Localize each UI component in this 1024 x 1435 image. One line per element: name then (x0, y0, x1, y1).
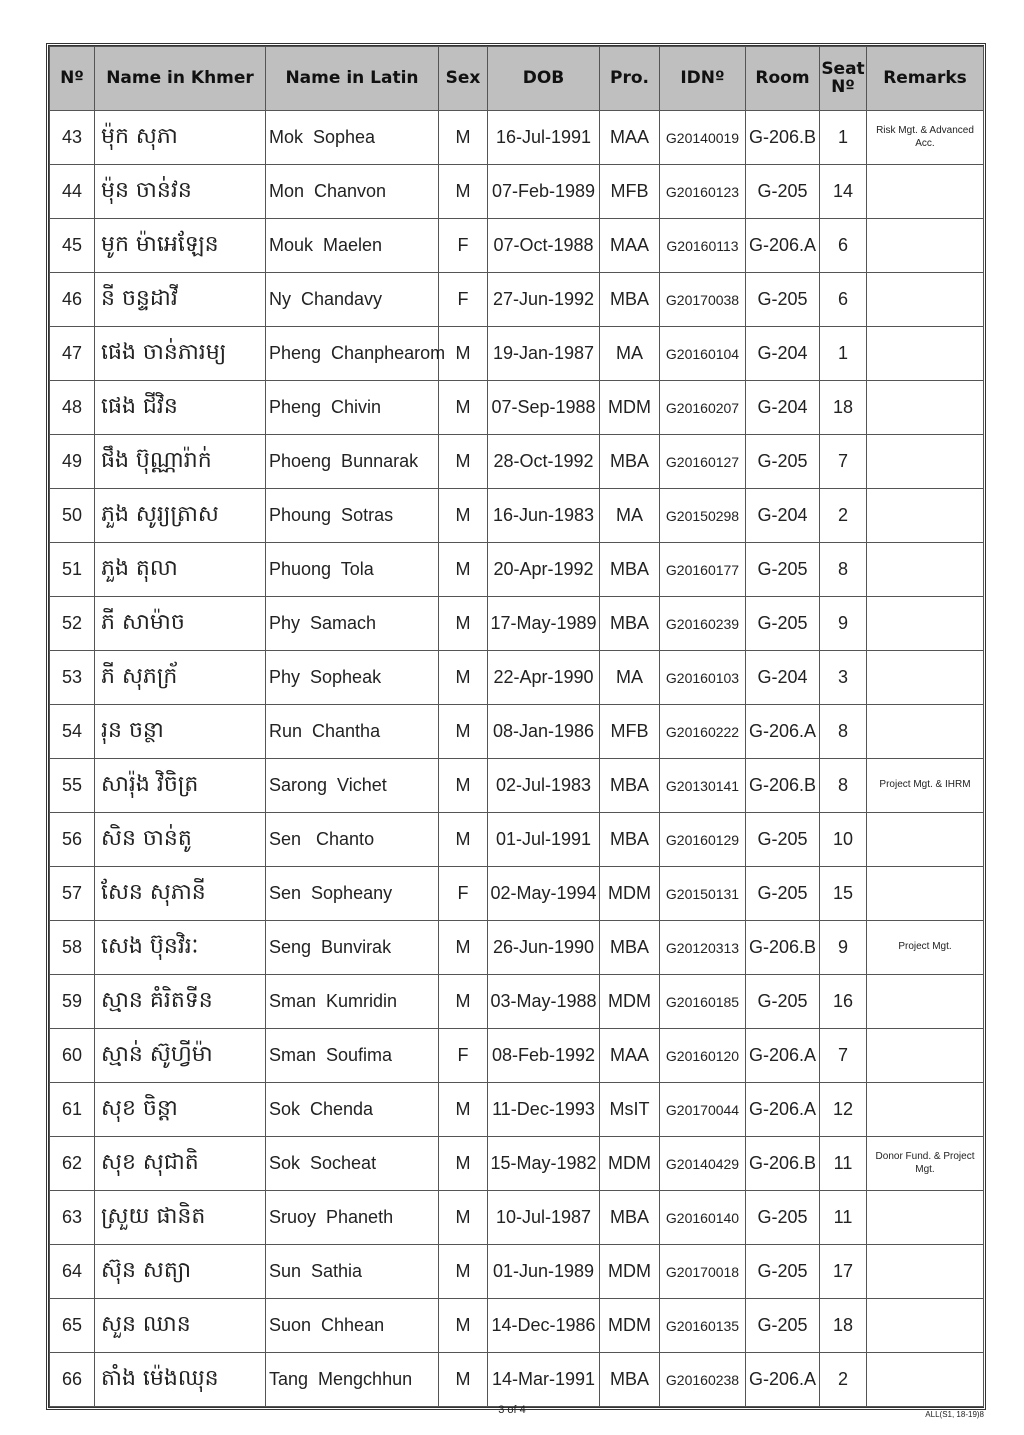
cell-id-number: G20160207 (660, 381, 746, 435)
cell-name-khmer: សួន ឈាន (95, 1299, 266, 1353)
cell-sex: M (439, 435, 488, 489)
cell-room: G-205 (746, 165, 820, 219)
cell-room: G-205 (746, 975, 820, 1029)
cell-program: MBA (600, 921, 660, 975)
cell-remarks (867, 867, 984, 921)
table-body (50, 111, 984, 1407)
cell-seat: 7 (820, 1029, 867, 1083)
cell-name-khmer: ស្មាន គំរិតទីន (95, 975, 266, 1029)
cell-dob: 28-Oct-1992 (488, 435, 600, 489)
cell-sex: M (439, 327, 488, 381)
cell-no: 50 (50, 489, 95, 543)
cell-remarks (867, 1353, 984, 1407)
cell-no: 56 (50, 813, 95, 867)
cell-program: MDM (600, 1245, 660, 1299)
cell-name-latin: Run Chantha (266, 705, 439, 759)
cell-sex: M (439, 543, 488, 597)
cell-program: MDM (600, 381, 660, 435)
table-row (50, 867, 984, 921)
table-row (50, 111, 984, 165)
cell-program: MBA (600, 597, 660, 651)
cell-id-number: G20160127 (660, 435, 746, 489)
cell-dob: 07-Oct-1988 (488, 219, 600, 273)
cell-seat: 1 (820, 327, 867, 381)
cell-name-latin: Sman Kumridin (266, 975, 439, 1029)
cell-dob: 07-Sep-1988 (488, 381, 600, 435)
table-row (50, 543, 984, 597)
cell-no: 60 (50, 1029, 95, 1083)
cell-name-khmer: ស្រួយ ផានិត (95, 1191, 266, 1245)
cell-name-latin: Sen Sopheany (266, 867, 439, 921)
cell-name-khmer: រុន ចន្ថា (95, 705, 266, 759)
cell-program: MDM (600, 1137, 660, 1191)
cell-id-number: G20150298 (660, 489, 746, 543)
cell-remarks (867, 1029, 984, 1083)
cell-program: MAA (600, 219, 660, 273)
cell-no: 44 (50, 165, 95, 219)
cell-program: MBA (600, 1353, 660, 1407)
cell-dob: 22-Apr-1990 (488, 651, 600, 705)
cell-dob: 19-Jan-1987 (488, 327, 600, 381)
cell-room: G-205 (746, 1191, 820, 1245)
cell-id-number: G20130141 (660, 759, 746, 813)
cell-dob: 10-Jul-1987 (488, 1191, 600, 1245)
cell-sex: M (439, 1353, 488, 1407)
cell-no: 48 (50, 381, 95, 435)
cell-dob: 08-Jan-1986 (488, 705, 600, 759)
cell-room: G-204 (746, 651, 820, 705)
cell-dob: 16-Jun-1983 (488, 489, 600, 543)
cell-sex: M (439, 975, 488, 1029)
cell-name-khmer: នី ចន្ទដាវី (95, 273, 266, 327)
cell-room: G-206.B (746, 111, 820, 165)
cell-name-khmer: ស្មាន់ ស៊ូហ្វីម៉ា (95, 1029, 266, 1083)
cell-no: 62 (50, 1137, 95, 1191)
cell-remarks (867, 273, 984, 327)
cell-program: MBA (600, 273, 660, 327)
cell-id-number: G20160104 (660, 327, 746, 381)
cell-id-number: G20170018 (660, 1245, 746, 1299)
table-row (50, 327, 984, 381)
cell-room: G-206.B (746, 921, 820, 975)
cell-room: G-205 (746, 543, 820, 597)
cell-name-khmer: ភួង តុលា (95, 543, 266, 597)
cell-no: 47 (50, 327, 95, 381)
cell-room: G-206.A (746, 1083, 820, 1137)
cell-room: G-206.A (746, 705, 820, 759)
cell-name-khmer: មូក ម៉ាអេឡែន (95, 219, 266, 273)
cell-program: MBA (600, 435, 660, 489)
cell-name-khmer: សិន ចាន់តូ (95, 813, 266, 867)
cell-remarks (867, 435, 984, 489)
cell-dob: 08-Feb-1992 (488, 1029, 600, 1083)
cell-seat: 10 (820, 813, 867, 867)
cell-seat: 2 (820, 1353, 867, 1407)
cell-dob: 01-Jul-1991 (488, 813, 600, 867)
cell-id-number: G20170038 (660, 273, 746, 327)
cell-dob: 17-May-1989 (488, 597, 600, 651)
table-row (50, 1137, 984, 1191)
table-row (50, 651, 984, 705)
cell-no: 45 (50, 219, 95, 273)
table-row (50, 597, 984, 651)
cell-program: MAA (600, 1029, 660, 1083)
cell-name-khmer: សុខ សុជាតិ (95, 1137, 266, 1191)
cell-name-latin: Sruoy Phaneth (266, 1191, 439, 1245)
cell-name-khmer: ផេង ជីវិន (95, 381, 266, 435)
cell-seat: 9 (820, 597, 867, 651)
cell-name-latin: Sok Chenda (266, 1083, 439, 1137)
cell-remarks: Donor Fund. & Project Mgt. (867, 1137, 984, 1191)
header-row (50, 47, 984, 111)
cell-seat: 18 (820, 1299, 867, 1353)
cell-program: MA (600, 489, 660, 543)
cell-remarks (867, 597, 984, 651)
cell-sex: M (439, 759, 488, 813)
table-row (50, 165, 984, 219)
cell-remarks (867, 327, 984, 381)
cell-id-number: G20160103 (660, 651, 746, 705)
cell-sex: M (439, 1137, 488, 1191)
cell-name-khmer: ភី សាម៉ាច (95, 597, 266, 651)
cell-remarks (867, 1191, 984, 1245)
cell-seat: 11 (820, 1191, 867, 1245)
cell-sex: F (439, 1029, 488, 1083)
cell-name-latin: Pheng Chivin (266, 381, 439, 435)
cell-remarks: Project Mgt. & IHRM (867, 759, 984, 813)
cell-dob: 27-Jun-1992 (488, 273, 600, 327)
cell-dob: 07-Feb-1989 (488, 165, 600, 219)
cell-seat: 3 (820, 651, 867, 705)
cell-sex: F (439, 273, 488, 327)
cell-name-latin: Sun Sathia (266, 1245, 439, 1299)
document-code: ALL(S1, 18-19)8 (925, 1410, 984, 1419)
cell-seat: 14 (820, 165, 867, 219)
cell-remarks (867, 1299, 984, 1353)
cell-remarks: Project Mgt. (867, 921, 984, 975)
cell-id-number: G20160113 (660, 219, 746, 273)
cell-seat: 16 (820, 975, 867, 1029)
table-row (50, 435, 984, 489)
cell-sex: M (439, 921, 488, 975)
cell-remarks (867, 489, 984, 543)
cell-name-khmer: សែន សុភានី (95, 867, 266, 921)
cell-remarks (867, 1083, 984, 1137)
cell-id-number: G20150131 (660, 867, 746, 921)
cell-program: MBA (600, 813, 660, 867)
cell-sex: M (439, 813, 488, 867)
cell-name-latin: Seng Bunvirak (266, 921, 439, 975)
cell-room: G-206.A (746, 219, 820, 273)
cell-dob: 16-Jul-1991 (488, 111, 600, 165)
cell-seat: 6 (820, 273, 867, 327)
cell-name-khmer: ផឹង ប៊ុណ្ណារ៉ាក់ (95, 435, 266, 489)
cell-room: G-205 (746, 435, 820, 489)
cell-id-number: G20160185 (660, 975, 746, 1029)
cell-room: G-206.B (746, 1137, 820, 1191)
table-row (50, 1353, 984, 1407)
cell-id-number: G20170044 (660, 1083, 746, 1137)
table-row (50, 219, 984, 273)
table-row (50, 489, 984, 543)
header-no: Nº (50, 47, 95, 111)
cell-sex: M (439, 705, 488, 759)
cell-id-number: G20160129 (660, 813, 746, 867)
cell-sex: M (439, 165, 488, 219)
cell-program: MDM (600, 867, 660, 921)
cell-id-number: G20160239 (660, 597, 746, 651)
cell-dob: 02-Jul-1983 (488, 759, 600, 813)
cell-dob: 14-Mar-1991 (488, 1353, 600, 1407)
cell-program: MBA (600, 1191, 660, 1245)
cell-sex: F (439, 867, 488, 921)
cell-name-khmer: ភួង សូរ្យត្រាស (95, 489, 266, 543)
header-name-khmer: Name in Khmer (95, 47, 266, 111)
cell-no: 61 (50, 1083, 95, 1137)
cell-id-number: G20160177 (660, 543, 746, 597)
cell-name-latin: Mon Chanvon (266, 165, 439, 219)
cell-id-number: G20160140 (660, 1191, 746, 1245)
table-row (50, 1029, 984, 1083)
cell-name-latin: Sok Socheat (266, 1137, 439, 1191)
cell-no: 53 (50, 651, 95, 705)
cell-name-khmer: តាំង ម៉េងឈុន (95, 1353, 266, 1407)
cell-name-latin: Pheng Chanphearom (266, 327, 439, 381)
cell-remarks (867, 165, 984, 219)
student-table (49, 46, 984, 1407)
page-number: 3 of 4 (498, 1404, 526, 1416)
cell-seat: 1 (820, 111, 867, 165)
cell-remarks (867, 705, 984, 759)
header-dob: DOB (488, 47, 600, 111)
table-row (50, 1083, 984, 1137)
cell-remarks (867, 975, 984, 1029)
cell-dob: 26-Jun-1990 (488, 921, 600, 975)
table-row (50, 1245, 984, 1299)
cell-name-latin: Phy Samach (266, 597, 439, 651)
cell-id-number: G20160120 (660, 1029, 746, 1083)
cell-dob: 01-Jun-1989 (488, 1245, 600, 1299)
cell-name-latin: Phy Sopheak (266, 651, 439, 705)
cell-name-latin: Phoung Sotras (266, 489, 439, 543)
cell-sex: M (439, 381, 488, 435)
cell-seat: 8 (820, 759, 867, 813)
cell-room: G-205 (746, 1245, 820, 1299)
cell-program: MDM (600, 975, 660, 1029)
cell-name-latin: Sen Chanto (266, 813, 439, 867)
header-room: Room (746, 47, 820, 111)
cell-id-number: G20160238 (660, 1353, 746, 1407)
cell-room: G-206.A (746, 1353, 820, 1407)
cell-no: 57 (50, 867, 95, 921)
cell-program: MA (600, 327, 660, 381)
table-row (50, 975, 984, 1029)
cell-dob: 03-May-1988 (488, 975, 600, 1029)
cell-sex: M (439, 597, 488, 651)
cell-no: 65 (50, 1299, 95, 1353)
cell-program: MBA (600, 543, 660, 597)
student-list-sheet (46, 43, 986, 1410)
table-row (50, 705, 984, 759)
cell-program: MBA (600, 759, 660, 813)
cell-seat: 9 (820, 921, 867, 975)
table-row (50, 1299, 984, 1353)
cell-name-khmer: ម៉ុក សុភា (95, 111, 266, 165)
cell-no: 58 (50, 921, 95, 975)
header-pro: Pro. (600, 47, 660, 111)
cell-no: 63 (50, 1191, 95, 1245)
cell-no: 51 (50, 543, 95, 597)
cell-no: 54 (50, 705, 95, 759)
cell-room: G-206.B (746, 759, 820, 813)
cell-seat: 17 (820, 1245, 867, 1299)
cell-seat: 15 (820, 867, 867, 921)
table-row (50, 921, 984, 975)
cell-name-latin: Tang Mengchhun (266, 1353, 439, 1407)
cell-program: MAA (600, 111, 660, 165)
cell-name-khmer: សុខ ចិន្ដា (95, 1083, 266, 1137)
cell-id-number: G20160135 (660, 1299, 746, 1353)
cell-no: 52 (50, 597, 95, 651)
cell-room: G-204 (746, 327, 820, 381)
cell-name-latin: Phoeng Bunnarak (266, 435, 439, 489)
cell-id-number: G20140429 (660, 1137, 746, 1191)
cell-seat: 18 (820, 381, 867, 435)
cell-dob: 11-Dec-1993 (488, 1083, 600, 1137)
cell-id-number: G20140019 (660, 111, 746, 165)
cell-no: 46 (50, 273, 95, 327)
cell-program: MFB (600, 165, 660, 219)
cell-dob: 20-Apr-1992 (488, 543, 600, 597)
cell-id-number: G20120313 (660, 921, 746, 975)
cell-dob: 02-May-1994 (488, 867, 600, 921)
cell-seat: 11 (820, 1137, 867, 1191)
header-seat: Seat Nº (820, 47, 867, 111)
cell-no: 49 (50, 435, 95, 489)
cell-name-latin: Sman Soufima (266, 1029, 439, 1083)
cell-room: G-204 (746, 381, 820, 435)
cell-room: G-204 (746, 489, 820, 543)
cell-no: 59 (50, 975, 95, 1029)
cell-seat: 7 (820, 435, 867, 489)
cell-seat: 12 (820, 1083, 867, 1137)
cell-sex: M (439, 651, 488, 705)
cell-remarks (867, 651, 984, 705)
cell-name-latin: Mouk Maelen (266, 219, 439, 273)
cell-room: G-205 (746, 597, 820, 651)
cell-name-latin: Mok Sophea (266, 111, 439, 165)
cell-seat: 8 (820, 705, 867, 759)
cell-sex: M (439, 1083, 488, 1137)
cell-room: G-205 (746, 813, 820, 867)
cell-dob: 14-Dec-1986 (488, 1299, 600, 1353)
cell-name-latin: Ny Chandavy (266, 273, 439, 327)
cell-room: G-205 (746, 867, 820, 921)
cell-sex: M (439, 111, 488, 165)
cell-no: 66 (50, 1353, 95, 1407)
cell-no: 43 (50, 111, 95, 165)
table-row (50, 759, 984, 813)
cell-room: G-205 (746, 273, 820, 327)
cell-name-khmer: ម៉ុន ចាន់វន (95, 165, 266, 219)
cell-name-khmer: ផេង ចាន់ភារម្យ (95, 327, 266, 381)
cell-remarks (867, 543, 984, 597)
cell-id-number: G20160222 (660, 705, 746, 759)
cell-sex: F (439, 219, 488, 273)
cell-program: MA (600, 651, 660, 705)
cell-name-khmer: សារ៉ុង វិចិត្រ (95, 759, 266, 813)
table-row (50, 813, 984, 867)
cell-remarks (867, 219, 984, 273)
cell-dob: 15-May-1982 (488, 1137, 600, 1191)
cell-name-khmer: ភី សុភក្រ័ (95, 651, 266, 705)
table-row (50, 381, 984, 435)
cell-name-latin: Sarong Vichet (266, 759, 439, 813)
cell-sex: M (439, 1245, 488, 1299)
cell-program: MDM (600, 1299, 660, 1353)
cell-program: MsIT (600, 1083, 660, 1137)
cell-room: G-206.A (746, 1029, 820, 1083)
table-row (50, 1191, 984, 1245)
cell-name-khmer: សេង ប៊ុនវិរៈ (95, 921, 266, 975)
cell-program: MFB (600, 705, 660, 759)
cell-no: 64 (50, 1245, 95, 1299)
cell-id-number: G20160123 (660, 165, 746, 219)
cell-remarks: Risk Mgt. & Advanced Acc. (867, 111, 984, 165)
cell-remarks (867, 813, 984, 867)
cell-name-latin: Suon Chhean (266, 1299, 439, 1353)
cell-remarks (867, 381, 984, 435)
cell-sex: M (439, 489, 488, 543)
cell-sex: M (439, 1191, 488, 1245)
cell-name-latin: Phuong Tola (266, 543, 439, 597)
cell-room: G-205 (746, 1299, 820, 1353)
table-row (50, 273, 984, 327)
cell-remarks (867, 1245, 984, 1299)
cell-sex: M (439, 1299, 488, 1353)
cell-seat: 2 (820, 489, 867, 543)
header-sex: Sex (439, 47, 488, 111)
header-remarks: Remarks (867, 47, 984, 111)
cell-name-khmer: ស៊ុន សត្យា (95, 1245, 266, 1299)
header-idn: IDNº (660, 47, 746, 111)
cell-seat: 6 (820, 219, 867, 273)
cell-no: 55 (50, 759, 95, 813)
cell-seat: 8 (820, 543, 867, 597)
header-name-latin: Name in Latin (266, 47, 439, 111)
